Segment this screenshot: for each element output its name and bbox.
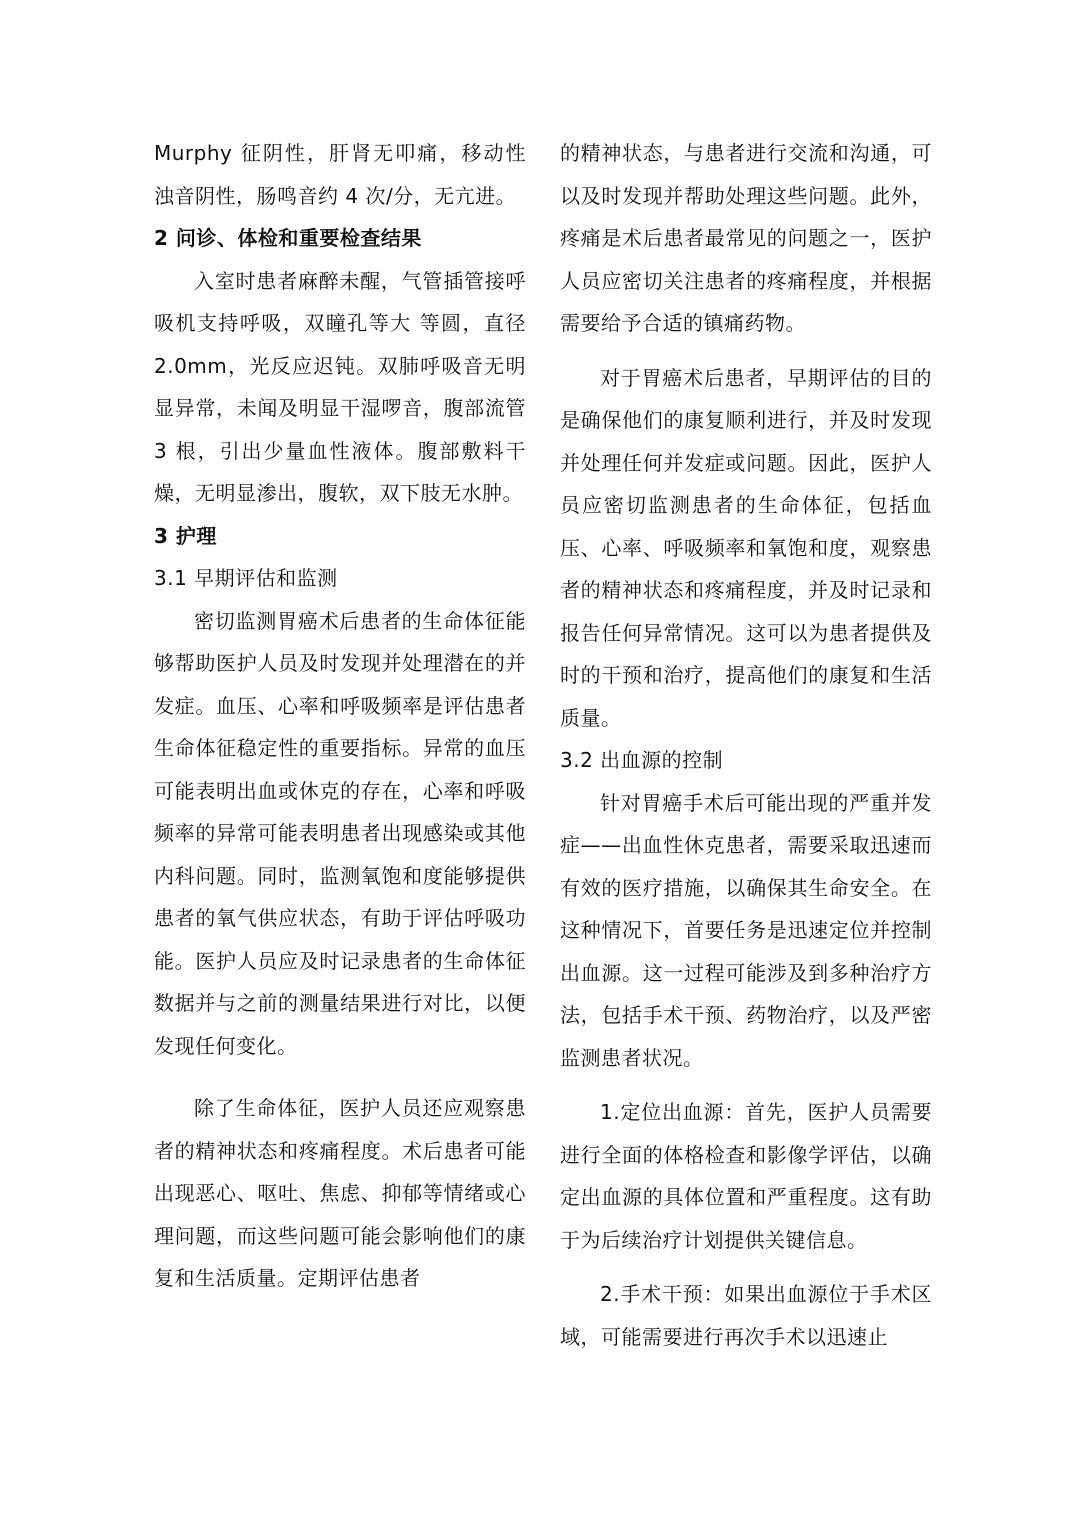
mental-state-paragraph: 除了生命体征，医护人员还应观察患者的精神状态和疼痛程度。术后患者可能出现恶心、呕吐、焦虑、抑郁等情绪或心理问题，而这些问题可能会影响他们的康复和生活质量。定期评估患者 bbox=[154, 1096, 526, 1290]
right-column bbox=[560, 132, 932, 1358]
left-column bbox=[154, 132, 526, 1300]
physical-exam-continuation: Murphy 征阴性，肝肾无叩痛，移动性浊音阴性，肠鸣音约 4 次/分，无亢进。 bbox=[154, 141, 526, 208]
subsection-heading-3-1: 3.1 早期评估和监测 bbox=[154, 566, 338, 590]
subsection-heading-3-2: 3.2 出血源的控制 bbox=[560, 748, 724, 772]
mental-state-paragraph-continued: 的精神状态，与患者进行交流和沟通，可以及时发现并帮助处理这些问题。此外，疼痛是术后患者最常见的问题之一，医护人员应密切关注患者的疼痛程度，并根据需要给予合适的镇痛药物。 bbox=[560, 141, 932, 335]
bleeding-control-paragraph: 针对胃癌手术后可能出现的严重并发症——出血性休克患者，需要采取迅速而有效的医疗措施，以确保其生命安全。在这种情况下，首要任务是迅速定位并控制出血源。这一过程可能涉及到多种治疗方法，包括手术干预、药物治疗，以及严密监测患者状况。 bbox=[560, 790, 932, 1070]
section-heading-2: 2 问诊、体检和重要检查结果 bbox=[154, 226, 422, 250]
surgical-intervention-paragraph: 2.手术干预：如果出血源位于手术区域，可能需要进行再次手术以迅速止 bbox=[560, 1282, 932, 1349]
early-assessment-paragraph: 对于胃癌术后患者，早期评估的目的是确保他们的康复顺利进行，并及时发现并处理任何并发症或问题。因此，医护人员应密切监测患者的生命体征，包括血压、心率、呼吸频率和氧饱和度，观察患者的精神状态和疼痛程度，并及时记录和报告任何异常情况。这可以为患者提供及时的干预和治疗，提高他们的康复和生活质量。 bbox=[560, 365, 932, 730]
exam-results-paragraph: 入室时患者麻醉未醒，气管插管接呼吸机支持呼吸，双瞳孔等大 等圆，直径 2.0mm，光反应迟钝。双肺呼吸音无明显异常，未闻及明显干湿啰音，腹部流管 3 根，引出少量血性液体。腹部敷料干燥，无明显渗出，腹软，双下肢无水肿。 bbox=[154, 268, 526, 505]
section-heading-3: 3 护理 bbox=[154, 523, 217, 548]
locate-bleeding-paragraph: 1.定位出血源：首先，医护人员需要进行全面的体格检查和影像学评估，以确定出血源的具体位置和严重程度。这有助于为后续治疗计划提供关键信息。 bbox=[560, 1100, 932, 1252]
vital-signs-monitoring-paragraph: 密切监测胃癌术后患者的生命体征能够帮助医护人员及时发现并处理潜在的并发症。血压、心率和呼吸频率是评估患者生命体征稳定性的重要指标。异常的血压可能表明出血或休克的存在，心率和呼吸频率的异常可能表明患者出现感染或其他内科问题。同时，监测氧饱和度能够提供患者的氧气供应状态，有助于评估呼吸功能。医护人员应及时记录患者的生命体征数据并与之前的测量结果进行对比，以便发现任何变化。 bbox=[154, 608, 526, 1058]
